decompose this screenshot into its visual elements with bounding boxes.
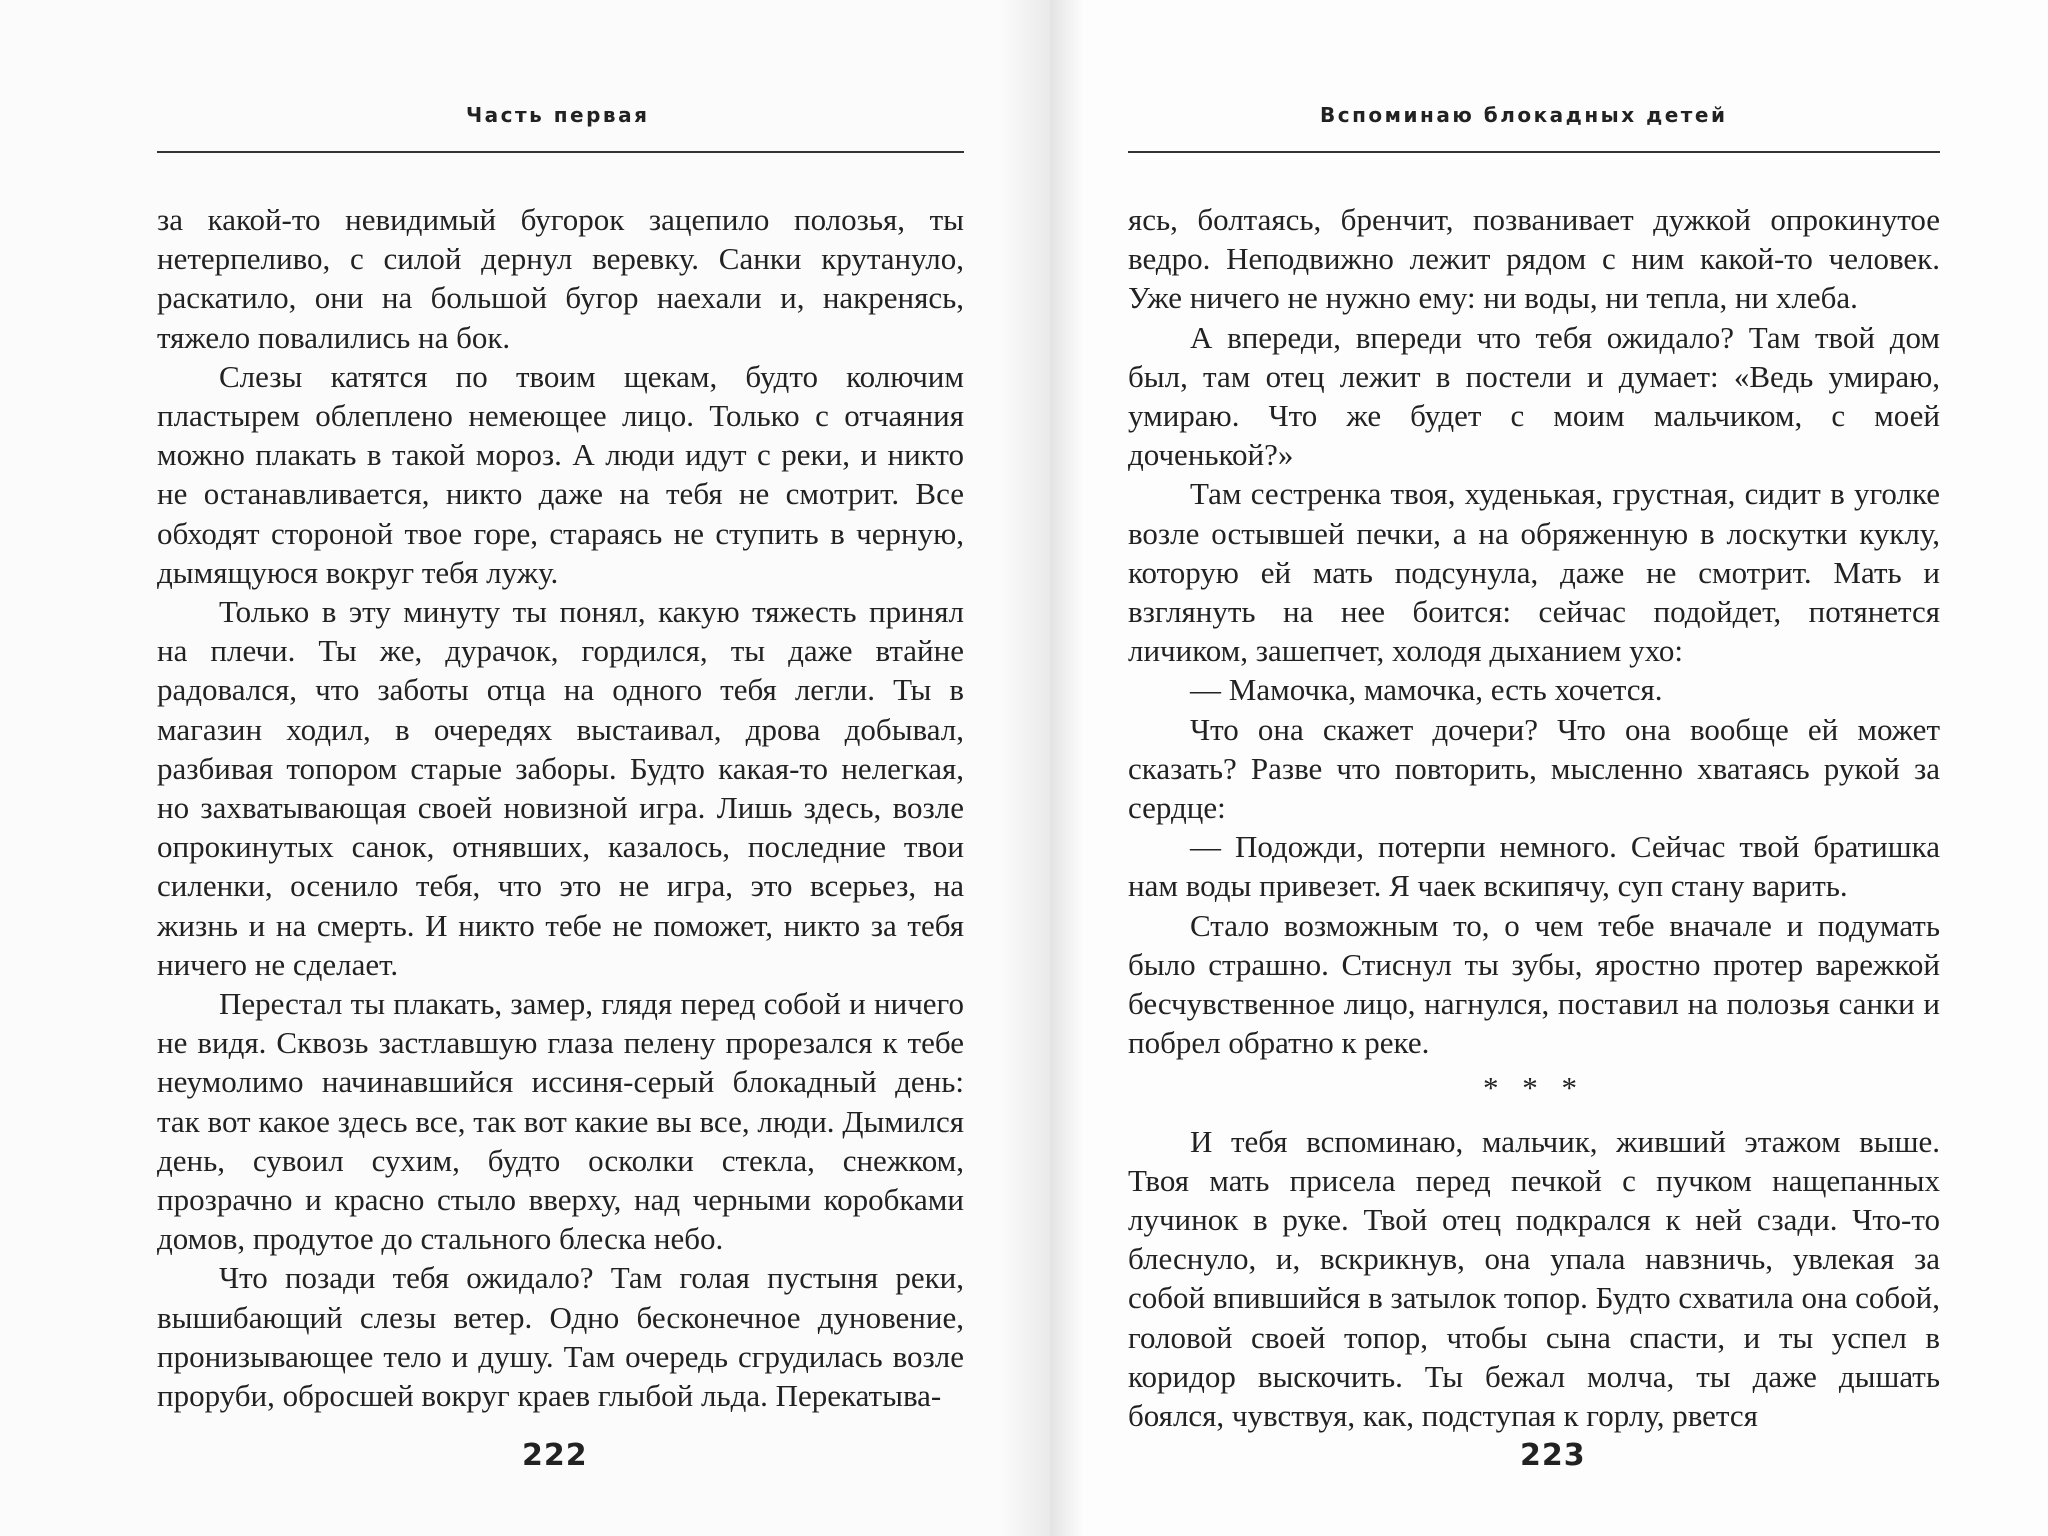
running-head: Часть первая <box>466 103 650 127</box>
paragraph: Только в эту минуту ты понял, какую тяжесть принял на плечи. Ты же, дурачок, гордился, ты даже втайне радовался, что заботы отца на одного тебя легли. Ты в магазин ходил, в очередях выстаивал, дрова добывал, разбивая топором старые заборы. Будто какая-то нелегкая, но захватывающая своей новизной игра. Лишь здесь, возле опрокинутых санок, отнявших, казалось, последние твои силенки, осенило тебя, что это не игра, это всерьез, на жизнь и на смерть. И никто тебе не поможет, никто за тебя ничего не сделает. <box>157 594 964 982</box>
paragraph: ясь, болтаясь, бренчит, позванивает дужкой опрокинутое ведро. Неподвижно лежит рядом с ним какой-то человек. Уже ничего не нужно ему: ни воды, ни тепла, ни хлеба. <box>1128 202 1940 316</box>
section-break: * * * <box>1483 1070 1585 1106</box>
paragraph: А впереди, впереди что тебя ожидало? Там твой дом был, там отец лежит в постели и думает: «Ведь умираю, умираю. Что же будет с моим мальчиком, с моей доченькой?» <box>1128 319 1940 473</box>
gutter-shadow <box>1050 0 1084 1536</box>
paragraph: Перестал ты плакать, замер, глядя перед собой и ничего не видя. Сквозь застлавшую глаза пелену прорезался к тебе неумолимо начинавшийся иссиня-серый блокадный день: так вот какое здесь все, так вот какие вы все, люди. Дымился день, сувоил сухим, будто осколки стекла, снежком, прозрачно и красно стыло вверху, над черными коробками домов, продутое до стального блеска небо. <box>157 986 964 1257</box>
body-text <box>1128 200 1940 1435</box>
gutter-shadow <box>1000 0 1050 1536</box>
header-rule <box>1128 151 1940 153</box>
page-number: 223 <box>1520 1438 1586 1473</box>
dialogue-line: — Мамочка, мамочка, есть хочется. <box>1190 672 1663 708</box>
paragraph: Что она скажет дочери? Что она вообще ей может сказать? Разве что повторить, мысленно хватаясь рукой за сердце: <box>1128 711 1940 826</box>
paragraph: Там сестренка твоя, худенькая, грустная, сидит в уголке возле остывшей печки, а на обряженную в лоскутки куклу, которую ей мать подсунула, даже не смотрит. Мать и взглянуть на нее боится: сейчас подойдет, потянется личиком, зашепчет, холодя дыханием ухо: <box>1128 476 1940 669</box>
page-number: 222 <box>522 1438 588 1473</box>
paragraph: И тебя вспоминаю, мальчик, живший этажом выше. Твоя мать присела перед печкой с пучком нащепанных лучинок в руке. Твой отец подкрался к ней сзади. Что-то блеснуло, и, вскрикнув, она упала навзничь, увлекая за собой впившийся в затылок топор. Будто схватила она собой, головой своей топор, чтобы сына спасти, и ты успел в коридор выскочить. Ты бежал молча, ты даже дышать боялся, чувствуя, как, подступая к горлу, рвется <box>1128 1123 1940 1434</box>
paragraph: за какой-то невидимый бугорок зацепило полозья, ты нетерпеливо, с силой дернул веревку. Санки крутануло, раскатило, они на большой бугор наехали и, накренясь, тяжело повалились на бок. <box>157 202 964 355</box>
header-rule <box>157 151 964 153</box>
running-head: Вспоминаю блокадных детей <box>1320 103 1728 127</box>
paragraph: Стало возможным то, о чем тебе вначале и подумать было страшно. Стиснул ты зубы, яростно протер варежкой бесчувственное лицо, нагнулся, поставил на полозья санки и побрел обратно к реке. <box>1128 907 1940 1061</box>
paragraph: Что позади тебя ожидало? Там голая пустыня реки, вышибающий слезы ветер. Одно бесконечное дуновение, пронизывающее тело и душу. Там очередь сгрудилась возле проруби, обросшей вокруг краев глыбой льда. Перекатыва- <box>157 1260 964 1414</box>
paragraph: Слезы катятся по твоим щекам, будто колючим пластырем облеплено немеющее лицо. Только с отчаяния можно плакать в такой мороз. А люди идут с реки, и никто не останавливается, никто даже на тебя не смотрит. Все обходят стороной твое горе, стараясь не ступить в черную, дымящуюся вокруг тебя лужу. <box>157 358 964 590</box>
right-page <box>1050 0 2048 1536</box>
body-text <box>157 200 964 1415</box>
dialogue-line: — Подожди, потерпи немного. Сейчас твой братишка нам воды привезет. Я чаек вскипячу, суп стану варить. <box>1128 829 1940 904</box>
